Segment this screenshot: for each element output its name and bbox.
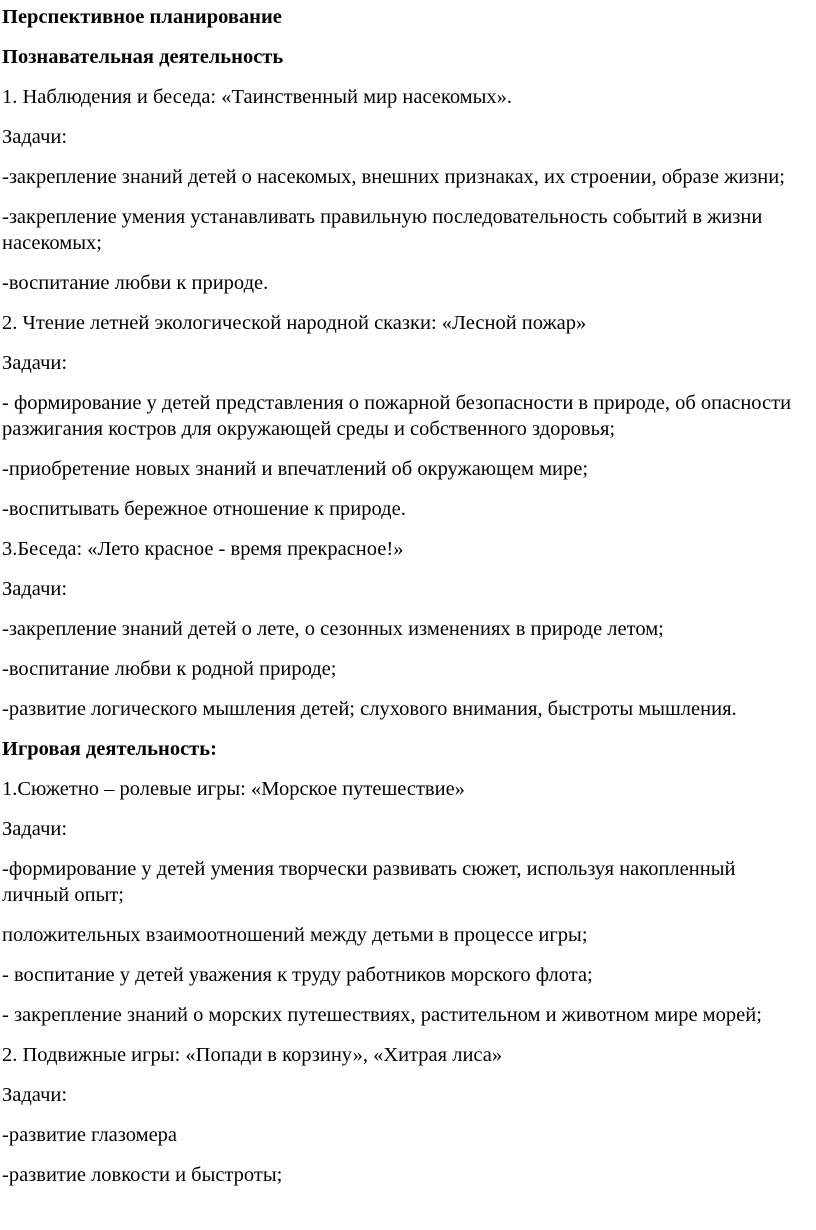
section-heading-play: Игровая деятельность:	[2, 738, 217, 760]
tasks-label: Задачи:	[2, 1084, 68, 1106]
task-item: -закрепление знаний детей о лете, о сезонных изменениях в природе летом;	[2, 618, 664, 640]
activity-item: 2. Чтение летней экологической народной сказки: «Лесной пожар»	[2, 312, 587, 334]
task-item: - формирование у детей представления о пожарной безопасности в природе, об опасности разжигания костров для окружающей среды и собственного здоровья;	[2, 392, 792, 440]
task-item: -воспитывать бережное отношение к природе.	[2, 498, 406, 520]
activity-item: 1. Наблюдения и беседа: «Таинственный мир насекомых».	[2, 86, 513, 108]
task-item: -приобретение новых знаний и впечатлений об окружающем мире;	[2, 458, 589, 480]
task-item: - воспитание у детей уважения к труду работников морского флота;	[2, 964, 593, 986]
task-item: -закрепление знаний детей о насекомых, внешних признаках, их строении, образе жизни;	[2, 166, 785, 188]
task-item: -развитие логического мышления детей; слухового внимания, быстроты мышления.	[2, 698, 737, 720]
activity-item: 1.Сюжетно – ролевые игры: «Морское путешествие»	[2, 778, 465, 800]
task-item: - закрепление знаний о морских путешествиях, растительном и животном мире морей;	[2, 1004, 762, 1026]
task-item: -развитие глазомера	[2, 1124, 178, 1146]
task-item: -закрепление умения устанавливать правильную последовательность событий в жизни насекомых;	[2, 206, 763, 254]
tasks-label: Задачи:	[2, 352, 68, 374]
page-title: Перспективное планирование	[2, 6, 282, 28]
section-heading-cognitive: Познавательная деятельность	[2, 46, 284, 68]
tasks-label: Задачи:	[2, 818, 68, 840]
activity-item: 3.Беседа: «Лето красное - время прекрасное!»	[2, 538, 404, 560]
task-item: -развитие ловкости и быстроты;	[2, 1164, 283, 1186]
task-item: -воспитание любви к родной природе;	[2, 658, 337, 680]
activity-item: 2. Подвижные игры: «Попади в корзину», «Хитрая лиса»	[2, 1044, 503, 1066]
task-item: -формирование у детей умения творчески развивать сюжет, используя накопленный личный опыт;	[2, 858, 736, 906]
task-item: положительных взаимоотношений между детьми в процессе игры;	[2, 924, 588, 946]
tasks-label: Задачи:	[2, 126, 68, 148]
task-item: -воспитание любви к природе.	[2, 272, 269, 294]
tasks-label: Задачи:	[2, 578, 68, 600]
